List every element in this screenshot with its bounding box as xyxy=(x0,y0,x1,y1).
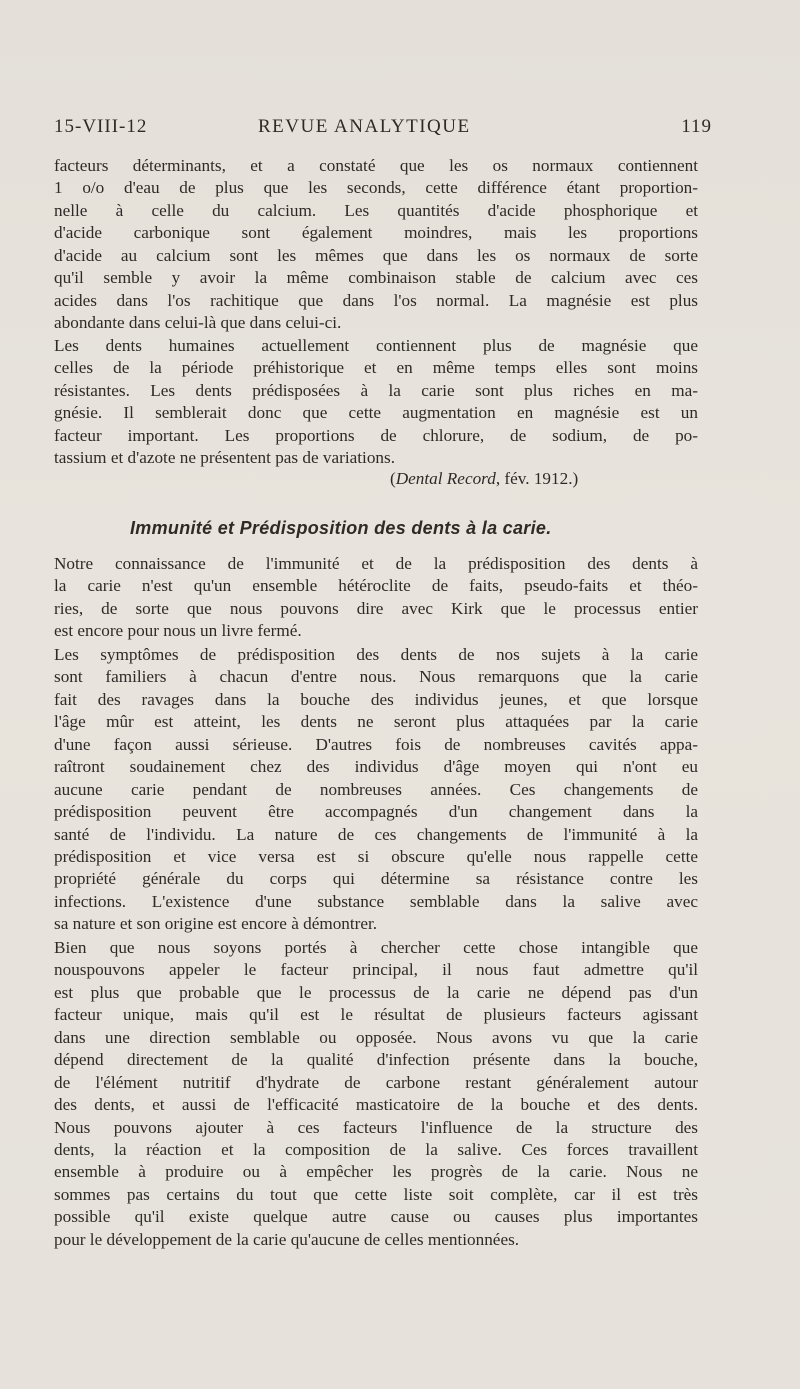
text-line: abondante dans celui-là que dans celui-ci. xyxy=(54,313,342,333)
text-line: facteurs déterminants, et a constaté que les os normaux contiennent xyxy=(54,156,698,175)
text-line: ries, de sorte que nous pouvons dire avec Kirk que le processus entier xyxy=(54,598,698,618)
text-line: résistantes. Les dents prédisposées à la carie sont plus riches en ma- xyxy=(54,380,698,400)
text-line: dépend directement de la qualité d'infection présente dans la bouche, xyxy=(54,1050,698,1070)
paragraph-5 xyxy=(54,937,698,1251)
text-line: est plus que probable que le processus de la carie ne dépend pas d'un xyxy=(54,982,698,1002)
text-line: celles de la période préhistorique et en même temps elles sont moins xyxy=(54,358,698,378)
text-line: facteur important. Les proportions de chlorure, de sodium, de po- xyxy=(54,425,698,445)
journal-title: REVUE ANALYTIQUE xyxy=(258,116,471,137)
text-line: sa nature et son origine est encore à démontrer. xyxy=(54,914,378,934)
citation-source: Dental Record xyxy=(395,469,496,488)
text-line: qu'il semble y avoir la même combinaison stable de calcium avec ces xyxy=(54,268,698,288)
text-line: 1 o/o d'eau de plus que les seconds, cette différence étant proportion- xyxy=(54,178,698,198)
text-line: nouspouvons appeler le facteur principal, il nous faut admettre qu'il xyxy=(54,960,698,980)
page-number: 119 xyxy=(681,116,712,137)
text-line: la carie n'est qu'un ensemble hétéroclite de faits, pseudo-faits et théo- xyxy=(54,576,698,596)
text-line: sommes pas certains du tout que cette liste soit complète, car il est très xyxy=(54,1184,698,1204)
text-line: Nous pouvons ajouter à ces facteurs l'influence de la structure des xyxy=(54,1117,698,1137)
text-line: propriété générale du corps qui détermine sa résistance contre les xyxy=(54,869,698,889)
text-line: nelle à celle du calcium. Les quantités d'acide phosphorique et xyxy=(54,200,698,220)
text-line: d'acide au calcium sont les mêmes que dans les os normaux de sorte xyxy=(54,245,698,265)
text-line: raîtront soudainement chez des individus d'âge moyen qui n'ont eu xyxy=(54,757,698,777)
text-line: dans une direction semblable ou opposée. Nous avons vu que la carie xyxy=(54,1027,698,1047)
text-line: prédisposition et vice versa est si obscure qu'elle nous rappelle cette xyxy=(54,846,698,866)
text-line: pour le développement de la carie qu'aucune de celles mentionnées. xyxy=(54,1229,520,1249)
text-line: facteur unique, mais qu'il est le résultat de plusieurs facteurs agissant xyxy=(54,1005,698,1025)
text-line: Bien que nous soyons portés à chercher cette chose intangible que xyxy=(54,938,698,957)
text-line: prédisposition peuvent être accompagnés d'un changement dans la xyxy=(54,802,698,822)
text-line: possible qu'il existe quelque autre cause ou causes plus importantes xyxy=(54,1207,698,1227)
text-line: santé de l'individu. La nature de ces changements de l'immunité à la xyxy=(54,824,698,844)
text-line: d'acide carbonique sont également moindres, mais les proportions xyxy=(54,223,698,243)
text-line: l'âge mûr est atteint, les dents ne seront plus attaquées par la carie xyxy=(54,712,698,732)
text-line: sont familiers à chacun d'entre nous. Nous remarquons que la carie xyxy=(54,667,698,687)
citation-date: , fév. 1912.) xyxy=(495,469,579,488)
paragraph-3 xyxy=(54,553,698,643)
citation-open: ( xyxy=(390,469,396,488)
text-line: aucune carie pendant de nombreuses années. Ces changements de xyxy=(54,779,698,799)
citation xyxy=(390,468,690,490)
text-line: est encore pour nous un livre fermé. xyxy=(54,621,302,641)
paragraph-2 xyxy=(54,335,698,470)
text-line: Les dents humaines actuellement contiennent plus de magnésie que xyxy=(54,336,698,355)
text-line: ensemble à produire ou à empêcher les progrès de la carie. Nous ne xyxy=(54,1162,698,1182)
text-line: tassium et d'azote ne présentent pas de variations. xyxy=(54,448,396,468)
text-line: Les symptômes de prédisposition des dents de nos sujets à la carie xyxy=(54,645,698,664)
issue-date: 15-VIII-12 xyxy=(54,116,148,137)
section-heading: Immunité et Prédisposition des dents à la carie. xyxy=(130,518,552,538)
text-line: infections. L'existence d'une substance semblable dans la salive avec xyxy=(54,891,698,911)
paragraph-4 xyxy=(54,644,698,936)
text-line: d'une façon aussi sérieuse. D'autres fois de nombreuses cavités appa- xyxy=(54,734,698,754)
text-line: dents, la réaction et la composition de la salive. Ces forces travaillent xyxy=(54,1139,698,1159)
text-line: Notre connaissance de l'immunité et de la prédisposition des dents à xyxy=(54,554,698,573)
paragraph-1 xyxy=(54,155,698,335)
running-header xyxy=(54,116,712,146)
text-line: acides dans l'os rachitique que dans l'os normal. La magnésie est plus xyxy=(54,290,698,310)
text-line: des dents, et aussi de l'efficacité masticatoire de la bouche et des dents. xyxy=(54,1095,698,1115)
text-line: de l'élément nutritif d'hydrate de carbone restant généralement autour xyxy=(54,1072,698,1092)
text-line: fait des ravages dans la bouche des individus jeunes, et que lorsque xyxy=(54,689,698,709)
text-line: gnésie. Il semblerait donc que cette augmentation en magnésie est un xyxy=(54,403,698,423)
